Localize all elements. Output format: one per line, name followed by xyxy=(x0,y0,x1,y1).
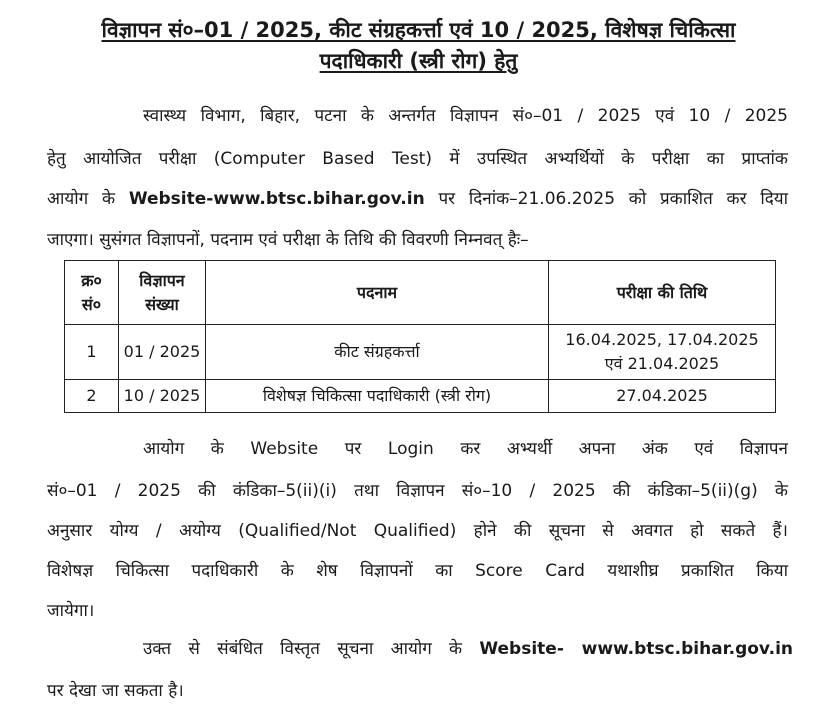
cell-advt: 10 / 2025 xyxy=(119,380,206,413)
header-serial xyxy=(65,261,119,325)
header-advt-line-1: विज्ञापन xyxy=(139,270,185,290)
exam-schedule-table xyxy=(64,260,776,413)
para2-line-3: अनुसार योग्य / अयोग्य (Qualified/Not Qualified) होने की सूचना से अवगत हो सकते हैं। xyxy=(47,521,788,541)
cell-date-line-2: एवं 21.04.2025 xyxy=(604,354,720,373)
intro-line-3 xyxy=(47,187,788,211)
intro-line-2: हेतु आयोजित परीक्षा (Computer Based Test) में उपस्थित अभ्यर्थियों के परीक्षा का प्राप्तांक xyxy=(47,149,788,169)
intro-line-3-pre: आयोग के xyxy=(47,189,116,209)
cell-date: 27.04.2025 xyxy=(549,380,776,413)
header-post: पदनाम xyxy=(206,261,549,325)
para3-website-link[interactable]: Website- www.btsc.bihar.gov.in xyxy=(479,639,793,659)
header-advt-number xyxy=(119,261,206,325)
notice-heading-line-1: विज्ञापन सं०–01 / 2025, कीट संग्रहकर्त्ता एवं 10 / 2025, विशेषज्ञ चिकित्सा xyxy=(101,18,736,42)
header-exam-date: परीक्षा की तिथि xyxy=(549,261,776,325)
intro-line-3-post: पर दिनांक–21.06.2025 को प्रकाशित कर दिया xyxy=(438,189,789,209)
header-advt-line-2: संख्या xyxy=(145,294,179,314)
intro-line-1: स्वास्थ्य विभाग, बिहार, पटना के अन्तर्गत विज्ञापन सं०–01 / 2025 एवं 10 / 2025 xyxy=(143,106,788,126)
header-serial-line-1: क्र० xyxy=(81,270,102,290)
cell-date xyxy=(549,325,776,380)
para3-line-1-pre: उक्त से संबंधित विस्तृत सूचना आयोग के xyxy=(143,639,463,659)
header-serial-line-2: सं० xyxy=(81,294,102,314)
intro-line-4: जाएगा। सुसंगत विज्ञापनों, पदनाम एवं परीक्षा के तिथि की विवरणी निम्नवत् हैः– xyxy=(47,230,529,250)
cell-serial: 2 xyxy=(65,380,119,413)
cell-post: कीट संग्रहकर्त्ता xyxy=(206,325,549,380)
cell-date-line-1: 16.04.2025, 17.04.2025 xyxy=(565,330,759,349)
notice-heading-line-2: पदाधिकारी (स्त्री रोग) हेतु xyxy=(319,49,518,73)
para3-line-2: पर देखा जा सकता है। xyxy=(47,681,184,701)
para2-line-5: जायेगा। xyxy=(47,601,95,621)
table-row xyxy=(65,380,776,413)
para2-line-2: सं०–01 / 2025 की कंडिका–5(ii)(i) तथा विज्ञापन सं०–10 / 2025 की कंडिका–5(ii)(g) के xyxy=(47,481,788,501)
intro-website-link[interactable]: Website-www.btsc.bihar.gov.in xyxy=(128,189,425,209)
cell-serial: 1 xyxy=(65,325,119,380)
para2-line-4: विशेषज्ञ चिकित्सा पदाधिकारी के शेष विज्ञापनों का Score Card यथाशीघ्र प्रकाशित किया xyxy=(47,561,788,581)
para3-line-1 xyxy=(143,637,793,661)
table-row xyxy=(65,325,776,380)
cell-advt: 01 / 2025 xyxy=(119,325,206,380)
cell-post: विशेषज्ञ चिकित्सा पदाधिकारी (स्त्री रोग) xyxy=(206,380,549,413)
para2-line-1: आयोग के Website पर Login कर अभ्यर्थी अपना अंक एवं विज्ञापन xyxy=(143,439,788,459)
table-header-row xyxy=(65,261,776,325)
